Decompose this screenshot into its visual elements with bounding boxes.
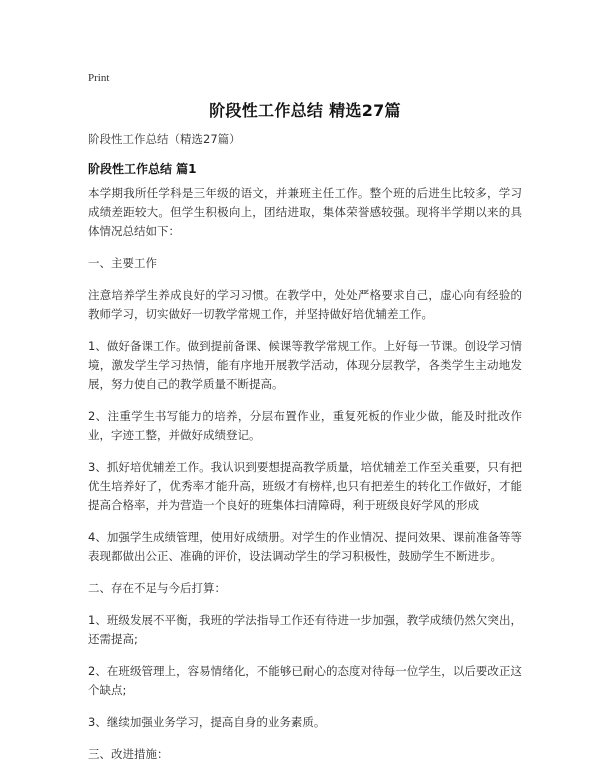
paragraph-shortcoming-3: 3、继续加强业务学习，提高自身的业务素质。 <box>88 715 326 729</box>
paragraph-study-habits: 注意培养学生养成良好的学习习惯。在教学中，处处严格要求自己，虚心向有经验的教师学习，切实做好一切教学常规工作，并坚持做好培优辅差工作。 <box>88 288 522 321</box>
heading-improvements: 三、改进措施： <box>88 747 169 761</box>
paragraph-shortcoming-2: 2、在班级管理上，容易情绪化，不能够已耐心的态度对待每一位学生，以后要改正这个缺点; <box>88 664 522 697</box>
paragraph-lesson-prep: 1、做好备课工作。做到提前备课、候课等教学常规工作。上好每一节课。创设学习情境，激发学生学习热情，能有序地开展教学活动，体现分层教学，各类学生主动地发展，努力使自己的教学质量不断提高。 <box>88 339 522 391</box>
heading-shortcomings: 二、存在不足与今后打算： <box>88 581 226 595</box>
paragraph-grade-management: 4、加强学生成绩管理，使用好成绩册。对学生的作业情况、提问效果、课前准备等等表现都做出公正、准确的评价，设法调动学生的学习积极性，鼓励学生不断进步。 <box>88 530 522 563</box>
document-body <box>88 184 522 777</box>
paragraph-intro: 本学期我所任学科是三年级的语文，并兼班主任工作。整个班的后进生比较多，学习成绩差距较大。但学生积极向上，团结进取，集体荣誉感较强。现将半学期以来的具体情况总结如下： <box>88 186 522 238</box>
document-subtitle: 阶段性工作总结（精选27篇） <box>88 132 241 146</box>
heading-main-work: 一、主要工作 <box>88 256 157 270</box>
page-title: 阶段性工作总结 精选27篇 <box>209 101 401 120</box>
paragraph-shortcoming-1: 1、班级发展不平衡，我班的学法指导工作还有待进一步加强，教学成绩仍然欠突出，还需提高; <box>88 613 522 646</box>
section-heading: 阶段性工作总结 篇1 <box>88 162 197 176</box>
paragraph-writing-skills: 2、注重学生书写能力的培养，分层布置作业，重复死板的作业少做，能及时批改作业，字迹工整，并做好成绩登记。 <box>88 409 522 442</box>
paragraph-tutoring: 3、抓好培优辅差工作。我认识到要想提高教学质量，培优辅差工作至关重要，只有把优生培养好了，优秀率才能升高，班级才有榜样,也只有把差生的转化工作做好，才能提高合格率，并为营造一个良好的班集体扫清障碍，利于班级良好学风的形成 <box>88 460 522 512</box>
print-link[interactable]: Print <box>88 72 110 84</box>
